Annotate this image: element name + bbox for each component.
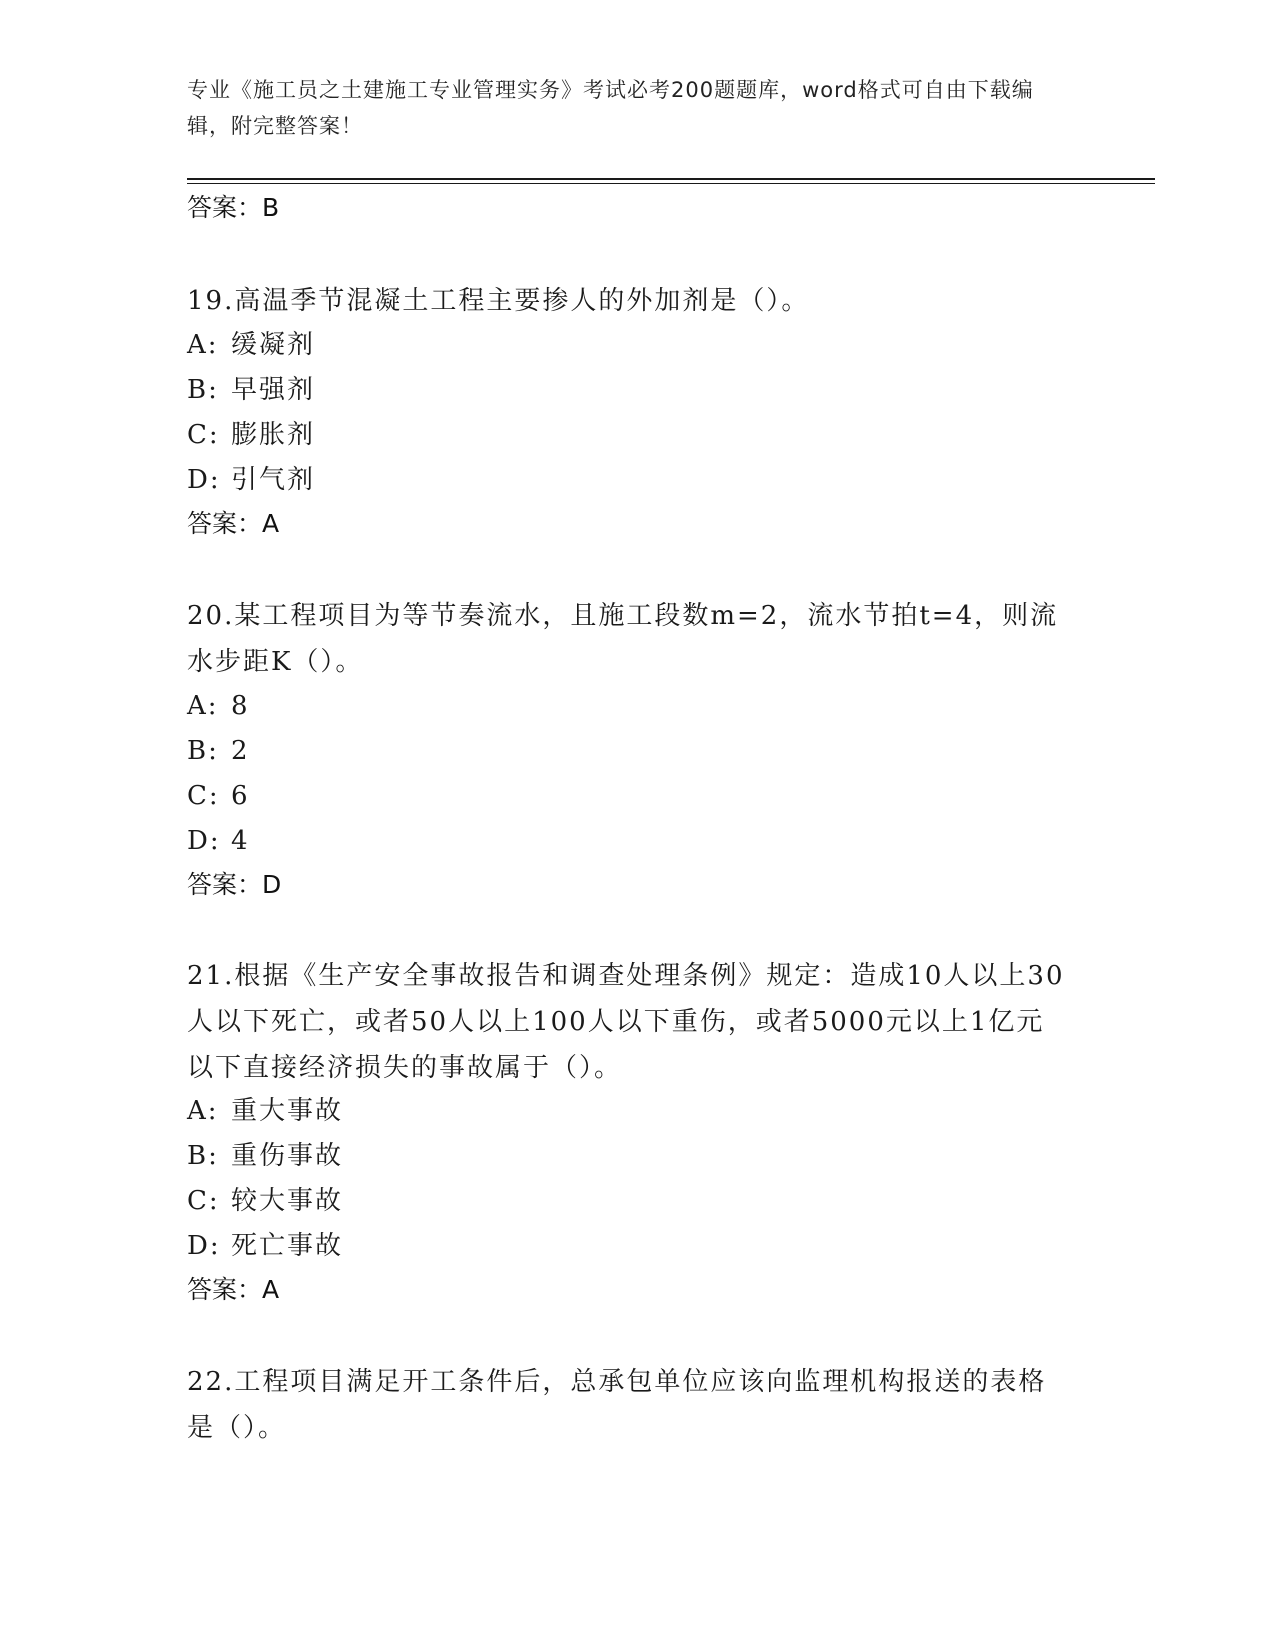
question-22-text: 22.工程项目满足开工条件后，总承包单位应该向监理机构报送的表格是（）。	[187, 1367, 1047, 1443]
header-rule-thick	[187, 178, 1155, 180]
option-letter: B:	[187, 375, 219, 405]
option-text: 6	[231, 781, 250, 811]
option-text: 引气剂	[231, 465, 316, 495]
question-21-option-d	[187, 1226, 343, 1266]
question-20-option-d	[187, 821, 250, 861]
header-rule-thin	[187, 183, 1155, 184]
option-text: 缓凝剂	[231, 330, 316, 360]
option-letter: D:	[187, 465, 221, 495]
question-19-option-c	[187, 415, 315, 455]
option-text: 8	[231, 691, 250, 721]
question-20-option-c	[187, 776, 250, 816]
option-letter: B:	[187, 736, 219, 766]
question-20-text: 20.某工程项目为等节奏流水，且施工段数m=2，流水节拍t=4，则流水步距K（）。	[187, 601, 1059, 677]
question-19-option-a	[187, 325, 315, 365]
question-19-option-d	[187, 460, 315, 500]
question-19-option-b	[187, 370, 315, 410]
option-text: 膨胀剂	[231, 420, 316, 450]
option-letter: C:	[187, 1186, 220, 1216]
question-21-option-c	[187, 1181, 343, 1221]
question-21-option-b	[187, 1136, 343, 1176]
answer-20: 答案：D	[187, 870, 282, 899]
question-19-text: 19.高温季节混凝土工程主要掺人的外加剂是（）。	[187, 286, 810, 316]
option-letter: A:	[187, 330, 219, 360]
option-letter: A:	[187, 1096, 219, 1126]
option-text: 重伤事故	[231, 1141, 344, 1171]
option-text: 死亡事故	[231, 1231, 344, 1261]
option-letter: D:	[187, 1231, 221, 1261]
question-20-option-b	[187, 731, 250, 771]
answer-18: 答案：B	[187, 193, 280, 222]
option-letter: C:	[187, 781, 220, 811]
option-text: 重大事故	[231, 1096, 344, 1126]
option-letter: A:	[187, 691, 219, 721]
question-20-option-a	[187, 686, 250, 726]
option-text: 2	[231, 736, 250, 766]
answer-21: 答案：A	[187, 1275, 280, 1304]
answer-19: 答案：A	[187, 509, 280, 538]
option-text: 4	[231, 826, 250, 856]
option-letter: B:	[187, 1141, 219, 1171]
question-21-text: 21.根据《生产安全事故报告和调查处理条例》规定：造成10人以上30人以下死亡，或者50人以上100人以下重伤，或者5000元以上1亿元以下直接经济损失的事故属于（）。	[187, 961, 1065, 1083]
option-text: 早强剂	[231, 375, 316, 405]
option-letter: D:	[187, 826, 221, 856]
question-21-option-a	[187, 1091, 343, 1131]
document-header: 专业《施工员之土建施工专业管理实务》考试必考200题题库，word格式可自由下载编辑，附完整答案！	[187, 78, 1034, 138]
option-letter: C:	[187, 420, 220, 450]
option-text: 较大事故	[231, 1186, 344, 1216]
